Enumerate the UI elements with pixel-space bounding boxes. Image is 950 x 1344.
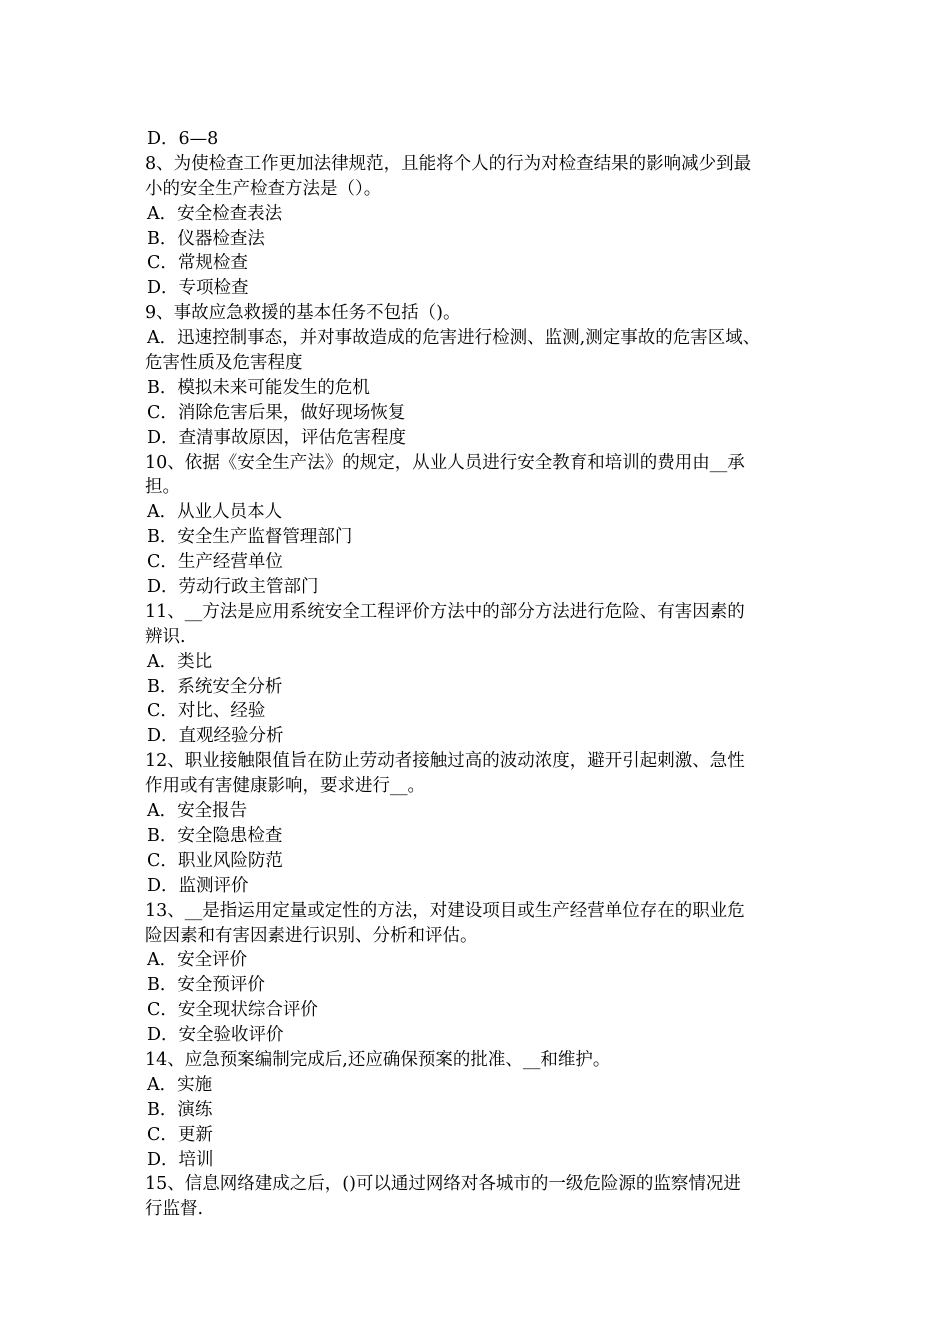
answer-option-line: C．常规检查 [147,253,248,274]
question-text-line: 11、__方法是应用系统安全工程评价方法中的部分方法进行危险、有害因素的 [145,601,745,622]
answer-option-line: A．迅速控制事态，并对事故造成的危害进行检测、监测,测定事故的危害区域、 [147,328,761,349]
answer-option-line: D．专项检查 [147,278,249,299]
question-text-line: 15、信息网络建成之后，()可以通过网络对各城市的一级危险源的监察情况进 [145,1174,741,1195]
answer-option-line: C．职业风险防范 [147,850,283,871]
answer-option-line: C．更新 [147,1124,213,1145]
answer-option-line: D．直观经验分析 [147,726,284,747]
answer-option-line: C．消除危害后果，做好现场恢复 [147,402,406,423]
question-text-line: 9、事故应急救援的基本任务不包括（)。 [145,303,461,324]
question-text-line: 作用或有害健康影响，要求进行__。 [145,776,425,797]
question-text-line: 行监督. [145,1199,204,1220]
answer-option-line: A．实施 [147,1074,213,1095]
answer-option-line: B．安全预评价 [147,975,265,996]
answer-option-line: B．系统安全分析 [147,676,283,697]
answer-option-line: D．培训 [147,1149,214,1170]
answer-option-line: D．6—8 [147,129,219,149]
document-body [145,127,825,1222]
question-text-line: 小的安全生产检查方法是（）。 [145,178,382,199]
question-text-line: 辨识. [145,626,186,647]
answer-option-line: D．监测评价 [147,875,249,896]
answer-option-line: C．生产经营单位 [147,552,283,573]
question-text-line: 10、依据《安全生产法》的规定，从业人员进行安全教育和培训的费用由__承 [145,452,745,473]
question-text-line: 12、职业接触限值旨在防止劳动者接触过高的波动浓度，避开引起刺激、急性 [145,751,745,772]
answer-option-line: A．类比 [147,651,213,672]
answer-option-line: D．查清事故原因，评估危害程度 [147,427,407,448]
answer-option-line: A．安全评价 [147,950,248,971]
answer-option-line: D．安全验收评价 [147,1025,284,1046]
answer-option-line: C．安全现状综合评价 [147,1000,318,1021]
question-text-line: 担。 [145,477,180,498]
answer-option-line: B．安全隐患检查 [147,825,283,846]
question-text-line: 8、为使检查工作更加法律规范，且能将个人的行为对检查结果的影响减少到最 [145,153,752,174]
question-text-line: 险因素和有害因素进行识别、分析和评估。 [145,925,478,946]
question-text-line: 14、应急预案编制完成后,还应确保预案的批准、__和维护。 [145,1049,611,1070]
answer-option-line: D．劳动行政主管部门 [147,577,319,598]
answer-option-line: B．安全生产监督管理部门 [147,527,353,548]
answer-option-line: A．安全报告 [147,801,248,822]
answer-option-line: C．对比、经验 [147,701,266,722]
question-text-line: 危害性质及危害程度 [145,353,303,374]
answer-option-line: A．从业人员本人 [147,502,283,523]
answer-option-line: B．仪器检查法 [147,228,265,249]
answer-option-line: B．模拟未来可能发生的危机 [147,377,370,398]
answer-option-line: B．演练 [147,1099,213,1120]
question-text-line: 13、__是指运用定量或定性的方法，对建设项目或生产经营单位存在的职业危 [145,900,745,921]
answer-option-line: A．安全检查表法 [147,203,283,224]
